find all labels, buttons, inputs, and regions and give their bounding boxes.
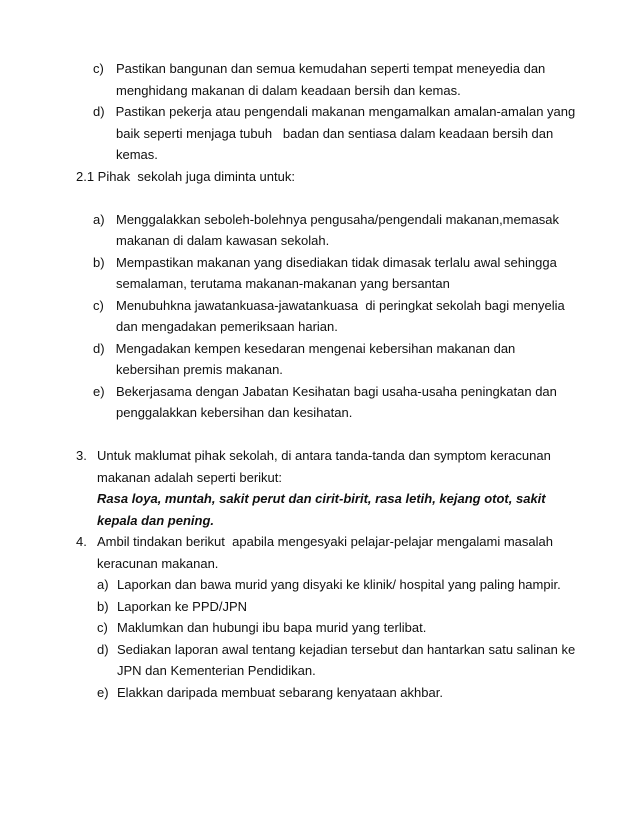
section-3-marker: 3. bbox=[76, 448, 87, 463]
list-item-b-line-2: semalaman, terutama makanan-makanan yang bersantan bbox=[116, 276, 450, 291]
section-4-line-2: keracunan makanan. bbox=[97, 556, 219, 571]
list-marker-a: a) bbox=[97, 577, 109, 592]
list-item-b-line-1: Mempastikan makanan yang disediakan tidak dimasak terlalu awal sehingga bbox=[116, 255, 557, 270]
list-marker-d: d) bbox=[93, 104, 105, 119]
list-item-d-line-1: Mengadakan kempen kesedaran mengenai kebersihan makanan dan bbox=[112, 341, 516, 356]
list-item-d-line-2: baik seperti menjaga tubuh badan dan sentiasa dalam keadaan bersih dan bbox=[116, 126, 554, 141]
list-item-e-line-2: penggalakkan kebersihan dan kesihatan. bbox=[116, 405, 353, 420]
section-4-line-1: Ambil tindakan berikut apabila mengesyaki pelajar-pelajar mengalami masalah bbox=[97, 534, 553, 549]
list-item-a-line-1: Menggalakkan seboleh-bolehnya pengusaha/pengendali makanan,memasak bbox=[116, 212, 560, 227]
list-item-d-line-2: JPN dan Kementerian Pendidikan. bbox=[117, 663, 316, 678]
list-marker-c: c) bbox=[93, 298, 104, 313]
list-marker-c: c) bbox=[97, 620, 108, 635]
list-item-e-line-1: Bekerjasama dengan Jabatan Kesihatan bagi usaha-usaha peningkatan dan bbox=[116, 384, 557, 399]
list-item-d-line-2: kebersihan premis makanan. bbox=[116, 362, 283, 377]
list-marker-b: b) bbox=[97, 599, 109, 614]
symptoms-emphasis-line-2: kepala dan pening. bbox=[97, 513, 215, 528]
list-marker-c: c) bbox=[93, 61, 104, 76]
section-4-marker: 4. bbox=[76, 534, 87, 549]
list-marker-d: d) bbox=[97, 642, 109, 657]
list-item-c-line-1: Maklumkan dan hubungi ibu bapa murid yang terlibat. bbox=[117, 620, 427, 635]
list-marker-a: a) bbox=[93, 212, 105, 227]
list-marker-b: b) bbox=[93, 255, 105, 270]
list-item-d-line-3: kemas. bbox=[116, 147, 158, 162]
list-item-c-line-2: menghidang makanan di dalam keadaan bersih dan kemas. bbox=[116, 83, 461, 98]
list-item-c-line-2: dan mengadakan pemeriksaan harian. bbox=[116, 319, 338, 334]
list-item-a-line-1: Laporkan dan bawa murid yang disyaki ke klinik/ hospital yang paling hampir. bbox=[117, 577, 561, 592]
list-item-d-line-1: Sediakan laporan awal tentang kejadian tersebut dan hantarkan satu salinan ke bbox=[117, 642, 576, 657]
list-item-b-line-1: Laporkan ke PPD/JPN bbox=[117, 599, 248, 614]
list-item-c-line-1: Menubuhkna jawatankuasa-jawatankuasa di peringkat sekolah bagi menyelia bbox=[116, 298, 565, 313]
section-2-1-heading: 2.1 Pihak sekolah juga diminta untuk: bbox=[76, 169, 295, 184]
list-item-d-line-1: Pastikan pekerja atau pengendali makanan mengamalkan amalan-amalan yang bbox=[112, 104, 576, 119]
list-item-c-line-1: Pastikan bangunan dan semua kemudahan seperti tempat meneyedia dan bbox=[116, 61, 546, 76]
list-marker-d: d) bbox=[93, 341, 105, 356]
section-3-line-1: Untuk maklumat pihak sekolah, di antara tanda-tanda dan symptom keracunan bbox=[97, 448, 551, 463]
symptoms-emphasis-line-1: Rasa loya, muntah, sakit perut dan cirit-birit, rasa letih, kejang otot, sakit bbox=[97, 491, 546, 506]
list-item-e-line-1: Elakkan daripada membuat sebarang kenyataan akhbar. bbox=[117, 685, 443, 700]
list-marker-e: e) bbox=[93, 384, 105, 399]
list-marker-e: e) bbox=[97, 685, 109, 700]
list-item-a-line-2: makanan di dalam kawasan sekolah. bbox=[116, 233, 330, 248]
section-3-line-2: makanan adalah seperti berikut: bbox=[97, 470, 283, 485]
